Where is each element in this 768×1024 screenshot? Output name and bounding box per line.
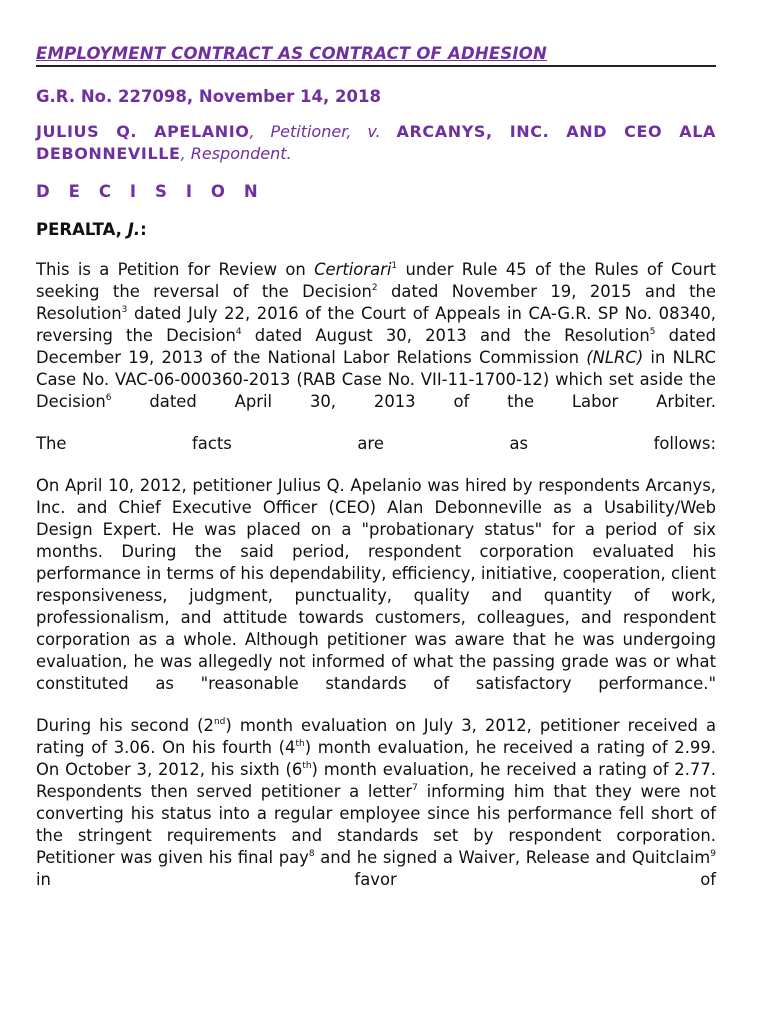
footnote-ref-3[interactable]: 3 [121,305,128,315]
text-run: ) month evaluation, he received a rating of 2.77. Respondents then served petitioner a letter [36,760,716,801]
heading-divider [36,65,716,67]
section-heading-link[interactable]: EMPLOYMENT CONTRACT AS CONTRACT OF ADHESION [36,44,547,63]
footnote-ref-9[interactable]: 9 [710,849,716,859]
ponente-colon: : [140,220,147,239]
ordinal-suffix: nd [213,717,226,727]
text-run: in NLRC Case No. VAC-06-000360-2013 (RAB Case No. VII-11-1700-12) which set aside the Decision [36,348,716,411]
paragraph-facts-intro: The facts are as follows: [36,434,716,453]
paragraph-intro [36,259,716,413]
text-run: dated July 22, 2016 of the Court of Appeals in CA-G.R. SP No. 08340, reversing the Decision [36,304,716,345]
ponente-suffix: J. [127,220,141,239]
footnote-ref-1[interactable]: 1 [391,261,398,271]
ordinal-suffix: th [302,761,312,771]
text-run: ) month evaluation on July 3, 2012, petitioner received a rating of 3.06. On his fourth (4 [36,716,716,757]
text-run: dated December 19, 2013 of the National Labor Relations Commission [36,326,716,367]
footnote-ref-5[interactable]: 5 [649,327,656,337]
case-number: G.R. No. 227098, November 14, 2018 [36,87,381,106]
text-run: dated November 19, 2015 and the Resolution [36,282,717,323]
text-run: dated August 30, 2013 and the Resolution [241,326,650,345]
text-run: This is a Petition for Review on [36,260,315,279]
text-run: ) month evaluation, he received a rating of 2.99. On October 3, 2012, his sixth (6 [36,738,716,779]
footnote-ref-8[interactable]: 8 [308,849,315,859]
footnote-ref-4[interactable]: 4 [235,327,242,337]
paragraph-evaluation [36,715,716,891]
versus-label: , v. [346,122,381,141]
text-run: and he signed a Waiver, Release and Quitclaim [314,848,711,867]
ponente [36,220,716,239]
ponente-name: PERALTA, [36,220,128,239]
case-parties [36,121,716,165]
paragraph-hiring: On April 10, 2012, petitioner Julius Q. Apelanio was hired by respondents Arcanys, Inc. and Chief Executive Officer (CEO) Alan Debonneville as a Usability/Web Design Expert. He was placed on a "probationary status" for a period of six months. During the said period, respondent corporation evaluated his performance in terms of his dependability, efficiency, initiative, cooperation, client responsiveness, judgment, punctuality, quality and quantity of work, professionalism, and attitude towards customers, colleagues, and respondent corporation as a whole. Although petitioner was aware that he was undergoing evaluation, he was allegedly not informed of what the passing grade was or what constituted as "reasonable standards of satisfactory performance." [36,476,716,693]
respondent-role: , Respondent. [180,144,292,163]
respondent-name: ARCANYS, INC. AND CEO ALA DEBONNEVILLE [36,122,717,163]
text-run: informing him that they were not converting his status into a regular employee since his performance fell short of the stringent requirements and standards set by respondent corporation. Petitioner was given his final pay [36,782,717,867]
ordinal-suffix: th [295,739,305,749]
decision-label: D E C I S I O N [36,182,265,201]
petitioner-name: JULIUS Q. APELANIO [36,122,250,141]
footnote-ref-2[interactable]: 2 [371,283,378,293]
footnote-ref-6[interactable]: 6 [105,393,112,403]
footnote-ref-7[interactable]: 7 [412,783,418,793]
document-page [36,44,716,891]
petitioner-role: , Petitioner [249,122,347,141]
text-run: dated April 30, 2013 of the Labor Arbiter. [111,392,716,411]
text-run: under Rule 45 of the Rules of Court seeking the reversal of the Decision [36,260,716,301]
nlrc-abbreviation: (NLRC) [586,348,644,367]
text-run: in favor of [36,870,716,889]
text-run: During his second (2 [36,716,214,735]
certiorari-term: Certiorari [314,260,392,279]
